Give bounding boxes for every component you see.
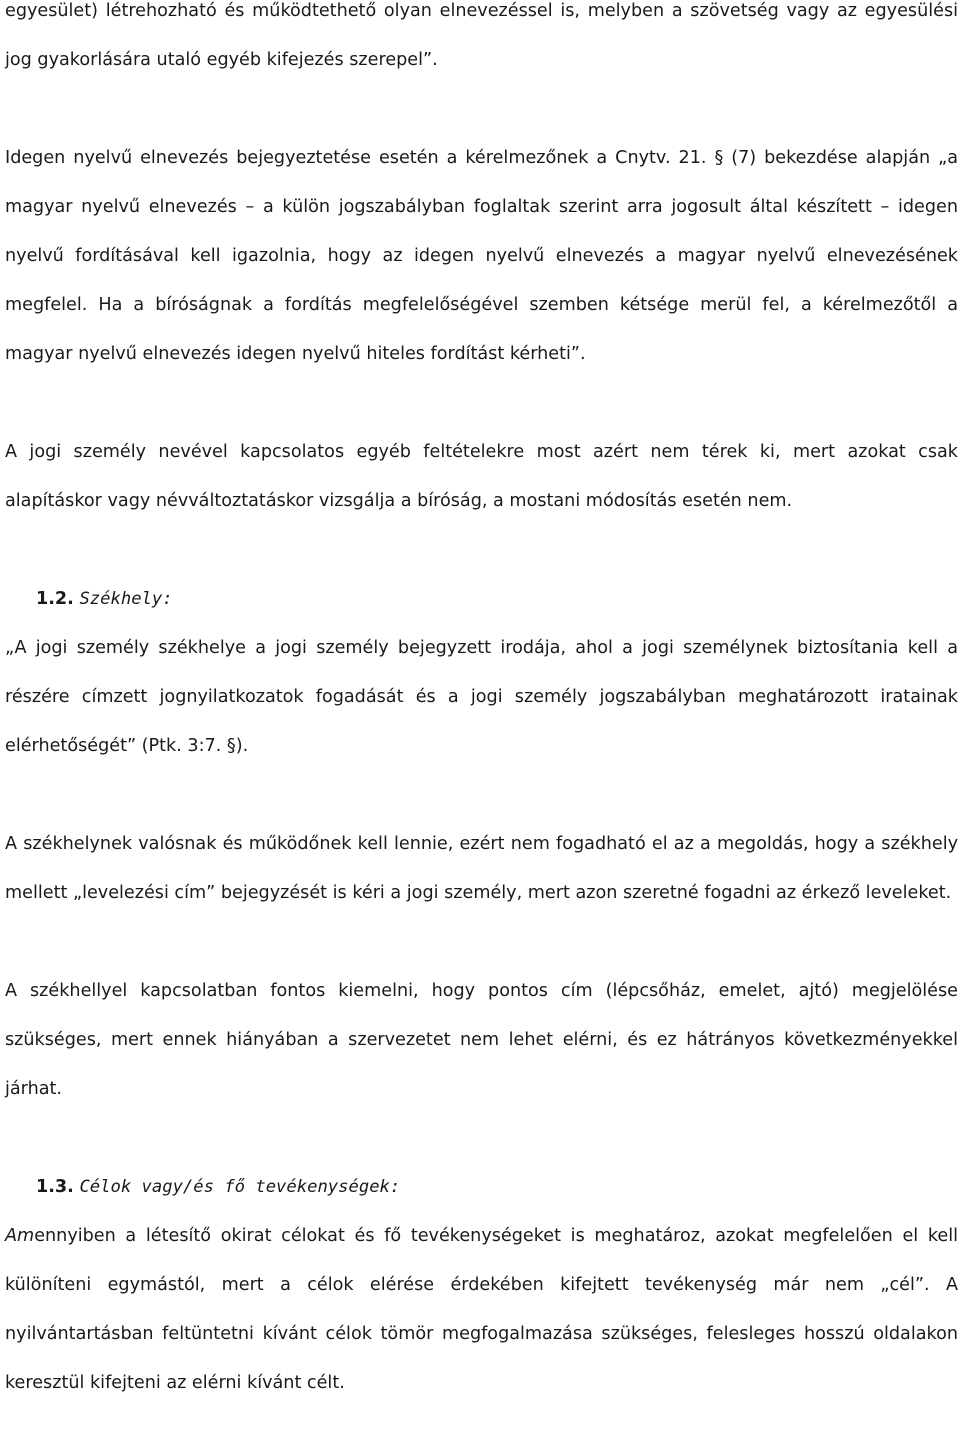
paragraph-body: ennyiben a létesítő okirat célokat és fő tevékenységeket is meghatároz, azokat megfelelően el kell különíteni egymástól, mert a célok elérése érdekében kifejtett tevékenység már nem „cél”. A nyilvántartásban feltüntetni kívánt célok tömör megfogalmazása szükséges, felesleges hosszú oldalakon keresztül kifejteni az elérni kívánt célt.: [5, 1226, 958, 1393]
paragraph-seat-definition: „A jogi személy székhelye a jogi személy bejegyzett irodája, ahol a jogi személynek biztosítania kell a részére címzett jognyilatkozatok fogadását és a jogi személy jogszabályban meghatározott iratainak elérhetőségét” (Ptk. 3:7. §).: [5, 638, 958, 756]
section-number: 1.2.: [36, 589, 74, 609]
section-heading-1-2: [5, 575, 958, 624]
paragraph-seat-real: A székhelynek valósnak és működőnek kell lennie, ezért nem fogadható el az a megoldás, hogy a székhely mellett „levelezési cím” bejegyzését is kéri a jogi személy, mert azon szeretné fogadni az érkező leveleket.: [5, 834, 958, 903]
paragraph-seat-address: A székhellyel kapcsolatban fontos kiemelni, hogy pontos cím (lépcsőház, emelet, ajtó) megjelölése szükséges, mert ennek hiányában a szervezetet nem lehet elérni, és ez hátrányos következményekkel járhat.: [5, 981, 958, 1099]
paragraph-foreign-name: Idegen nyelvű elnevezés bejegyeztetése esetén a kérelmezőnek a Cnytv. 21. § (7) bekezdése alapján „a magyar nyelvű elnevezés – a külön jogszabályban foglaltak szerint arra jogosult által készített – idegen nyelvű fordításával kell igazolnia, hogy az idegen nyelvű elnevezés a magyar nyelvű elnevezésének megfelel. Ha a bíróságnak a fordítás megfelelőségével szemben kétsége merül fel, a kérelmezőtől a magyar nyelvű elnevezés idegen nyelvű hiteles fordítást kérheti”.: [5, 148, 958, 364]
section-number: 1.3.: [36, 1177, 74, 1197]
paragraph-other-conditions: A jogi személy nevével kapcsolatos egyéb feltételekre most azért nem térek ki, mert azokat csak alapításkor vagy névváltoztatáskor vizsgálja a bíróság, a mostani módosítás esetén nem.: [5, 442, 958, 511]
paragraph-association-name: egyesület) létrehozható és működtethető olyan elnevezéssel is, melyben a szövetség vagy az egyesülési jog gyakorlására utaló egyéb kifejezés szerepel”.: [5, 1, 958, 70]
paragraph-prefix: Am: [5, 1226, 35, 1246]
section-title: Székhely:: [79, 589, 173, 609]
spacer: [5, 379, 958, 428]
document-page: [5, 0, 958, 1408]
spacer: [5, 1114, 958, 1163]
spacer: [5, 918, 958, 967]
spacer: [5, 526, 958, 575]
section-heading-1-3: [5, 1163, 958, 1212]
spacer: [5, 771, 958, 820]
section-title: Célok vagy/és fő tevékenységek:: [79, 1177, 401, 1197]
spacer: [5, 85, 958, 134]
paragraph-goals-activities: [5, 1212, 958, 1408]
